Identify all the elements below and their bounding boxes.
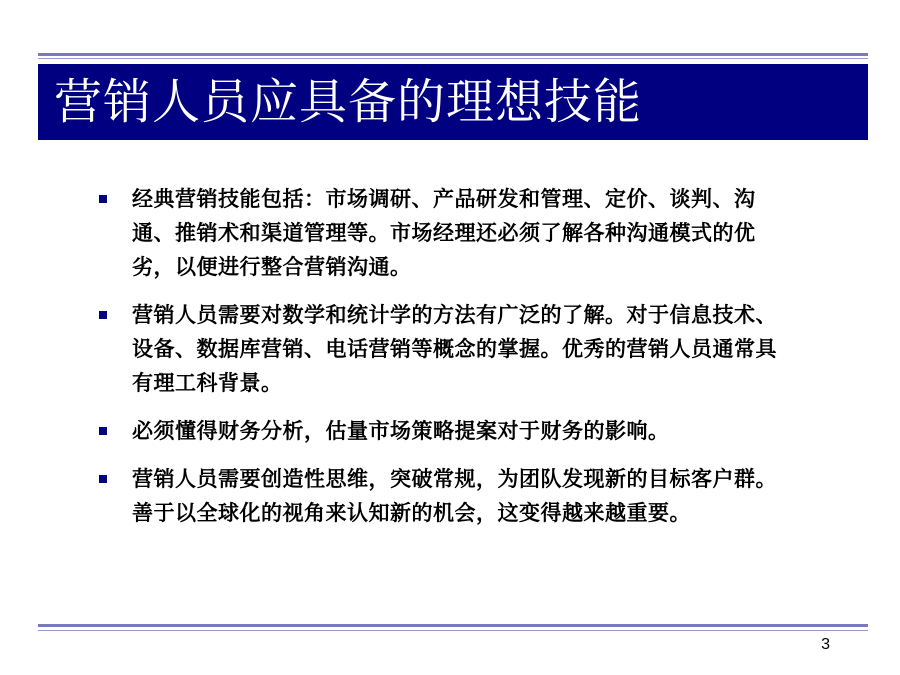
top-divider-thick: [38, 53, 868, 56]
bullet-text: 必须懂得财务分析，估量市场策略提案对于财务的影响。: [132, 418, 670, 443]
bullet-item: [98, 298, 798, 400]
bullet-item: [98, 182, 798, 284]
bottom-divider-thick: [38, 624, 868, 627]
square-bullet-icon: [99, 311, 107, 319]
title-bar: [38, 64, 868, 140]
slide-title: 营销人员应具备的理想技能: [54, 74, 643, 130]
top-divider-thin: [38, 58, 868, 59]
page-number: 3: [821, 636, 830, 653]
square-bullet-icon: [99, 475, 107, 483]
bullet-item: [98, 414, 798, 448]
bullet-item: [98, 462, 798, 530]
bullet-text: 营销人员需要创造性思维，突破常规，为团队发现新的目标客户群。善于以全球化的视角来认知新的机会，这变得越来越重要。: [132, 466, 777, 525]
square-bullet-icon: [99, 427, 107, 435]
bullet-text: 经典营销技能包括：市场调研、产品研发和管理、定价、谈判、沟通、推销术和渠道管理等。市场经理还必须了解各种沟通模式的优劣，以便进行整合营销沟通。: [132, 186, 756, 279]
bullet-list: [98, 182, 798, 544]
bullet-text: 营销人员需要对数学和统计学的方法有广泛的了解。对于信息技术、设备、数据库营销、电话营销等概念的掌握。优秀的营销人员通常具有理工科背景。: [132, 302, 777, 395]
square-bullet-icon: [99, 195, 107, 203]
bottom-divider-thin: [38, 630, 868, 631]
